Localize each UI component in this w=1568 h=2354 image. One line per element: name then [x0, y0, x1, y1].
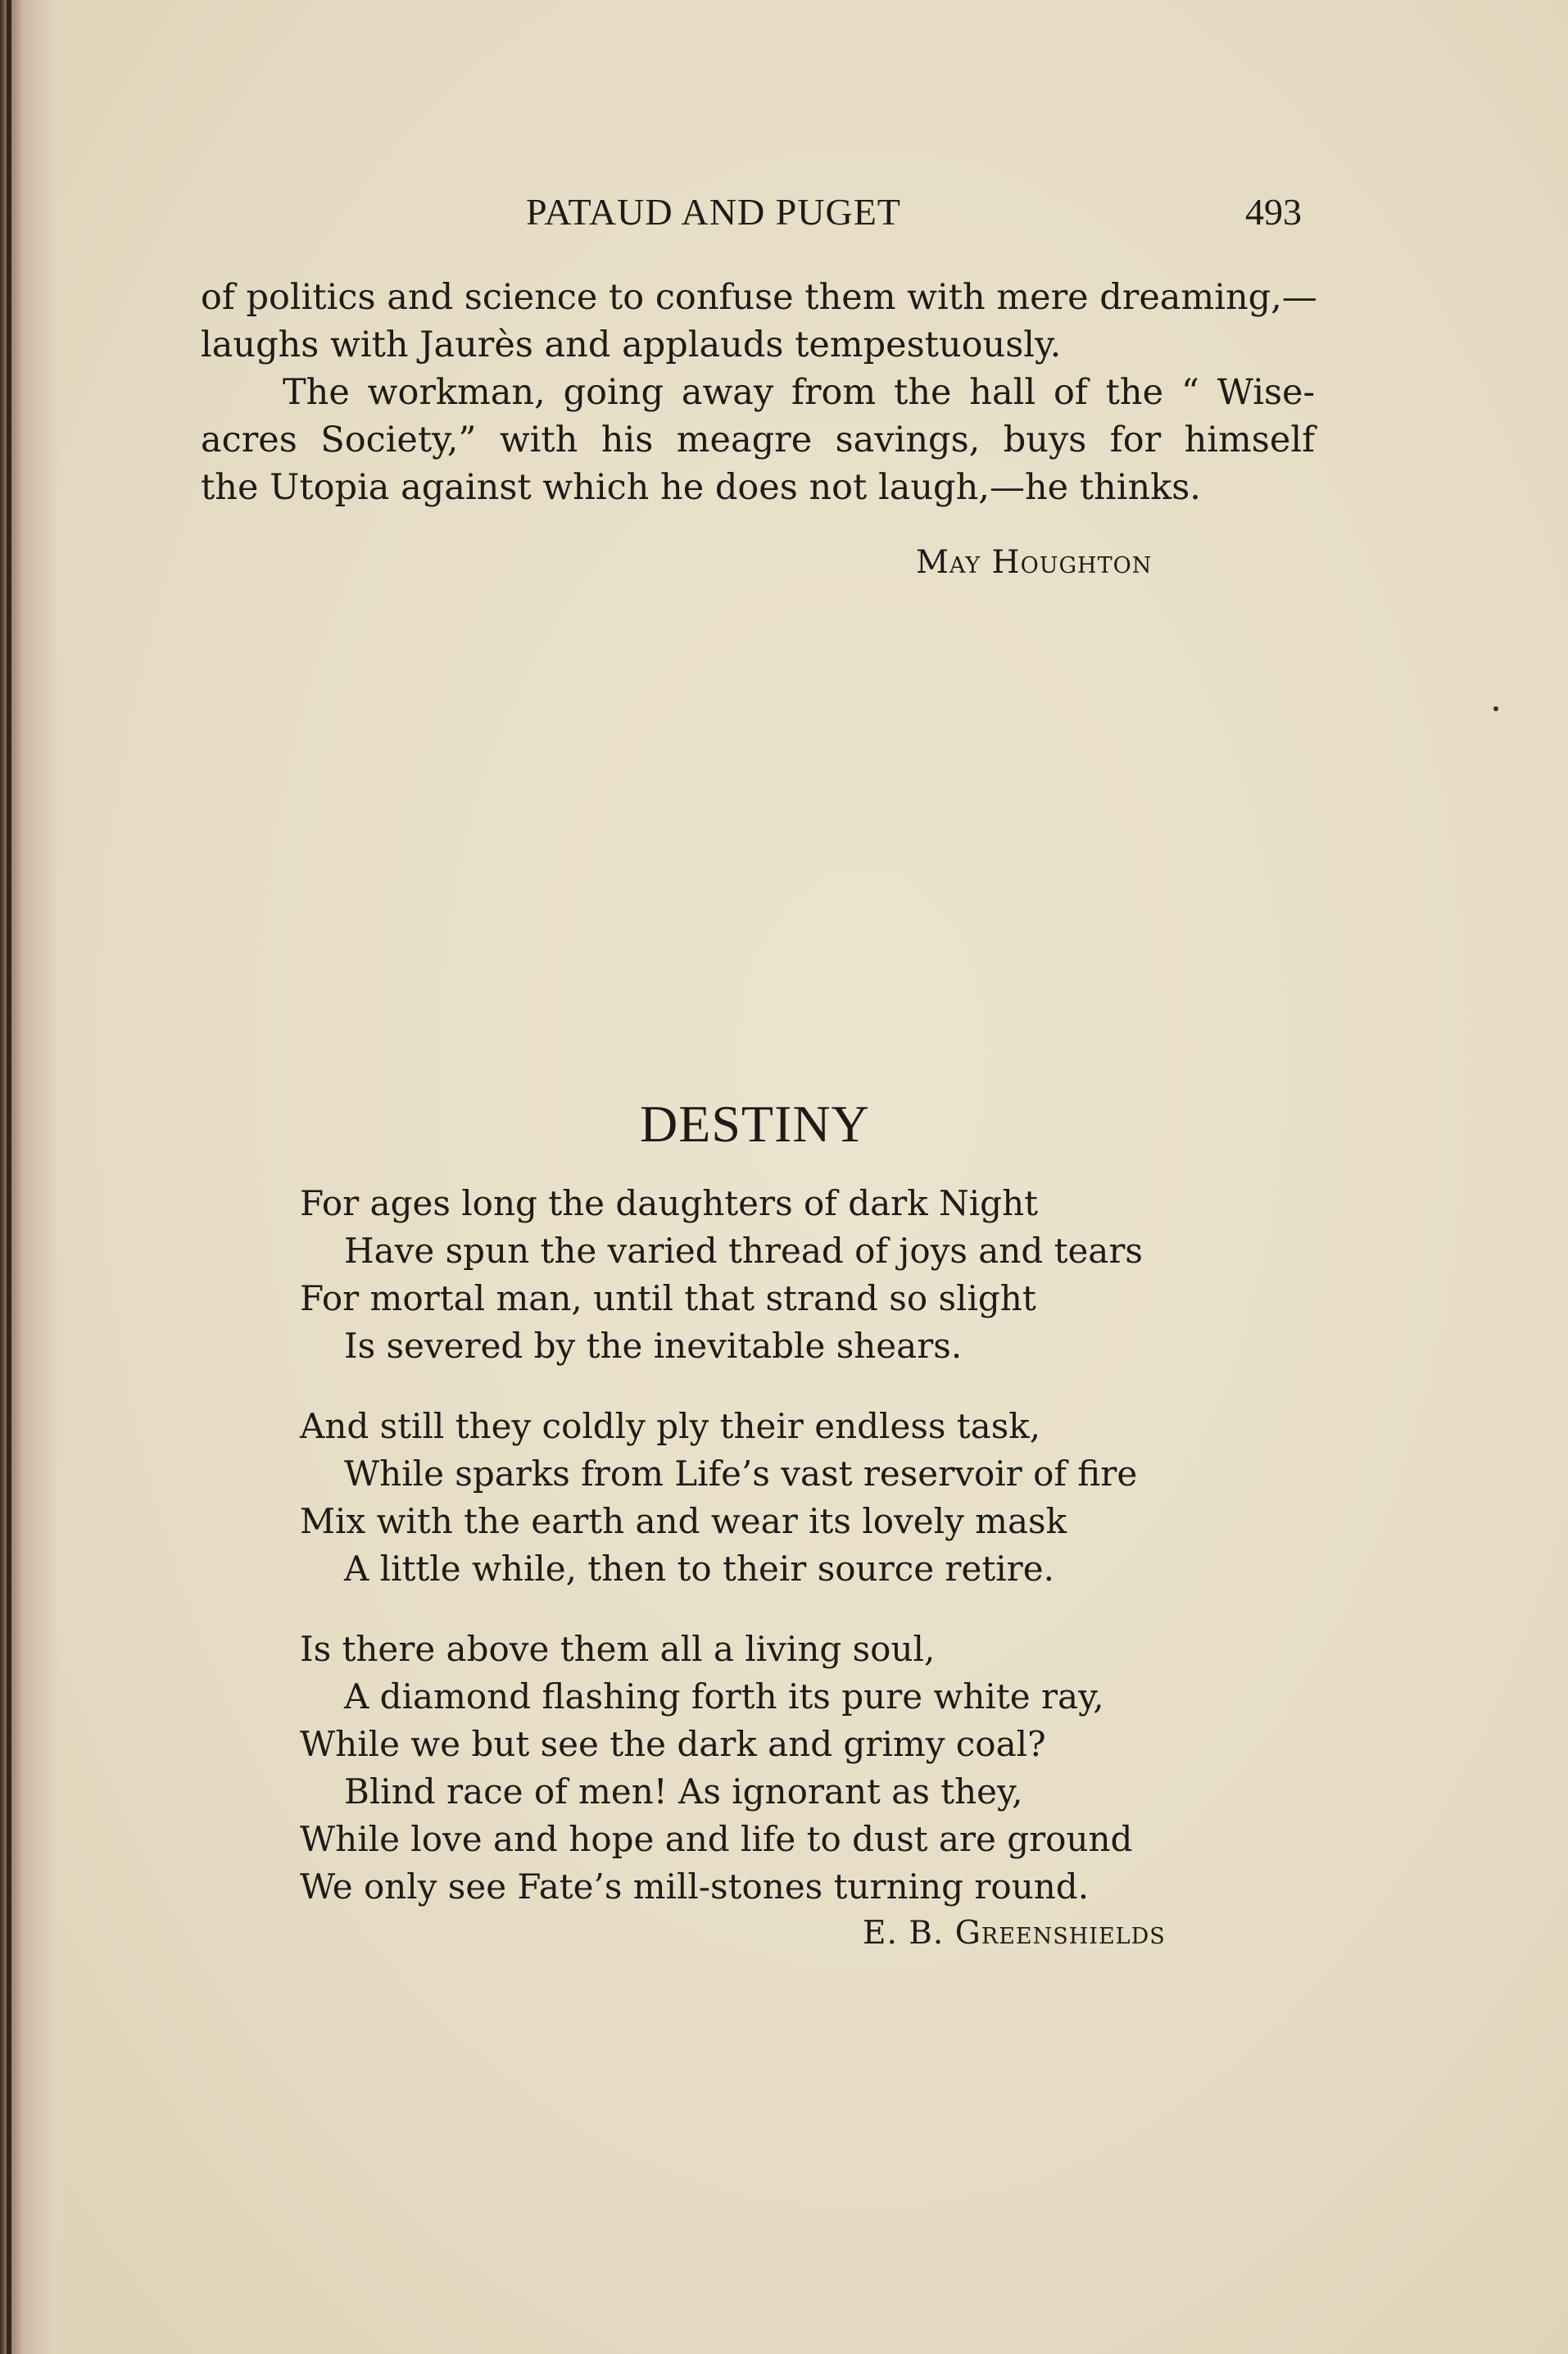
article-text	[201, 274, 1315, 511]
poem-title: DESTINY	[640, 1095, 870, 1153]
poem-line: While love and hope and life to dust are ground	[300, 1819, 1133, 1859]
poem-author: E. B. Greenshields	[863, 1915, 1166, 1952]
poem-line: A diamond flashing forth its pure white ray,	[344, 1676, 1104, 1717]
text-line: of politics and science to confuse them with mere dreaming,—	[201, 277, 1317, 318]
poem-body	[300, 1180, 1143, 1911]
poem-line: For mortal man, until that strand so slight	[300, 1278, 1036, 1318]
poem-line: Blind race of men! As ignorant as they,	[344, 1771, 1023, 1812]
stanza-break	[300, 1370, 1143, 1403]
stanza-break	[300, 1593, 1143, 1626]
poem-line: While we but see the dark and grimy coal?	[300, 1724, 1046, 1764]
poem-line: Is severed by the inevitable shears.	[344, 1326, 963, 1366]
running-head: PATAUD AND PUGET	[526, 191, 901, 233]
binding-edge	[7, 0, 11, 2354]
poem-line: Is there above them all a living soul,	[300, 1629, 936, 1669]
article-author: May Houghton	[916, 544, 1153, 581]
text-line: laughs with Jaurès and applauds tempestuously.	[201, 324, 1062, 365]
poem-line: A little while, then to their source retire.	[344, 1549, 1054, 1589]
poem-line: And still they coldly ply their endless task,	[300, 1406, 1041, 1446]
page-number: 493	[1245, 191, 1302, 233]
poem-line: Mix with the earth and wear its lovely mask	[300, 1501, 1067, 1541]
poem-line: While sparks from Life’s vast reservoir of fire	[344, 1454, 1138, 1494]
poem-line: Have spun the varied thread of joys and tears	[344, 1231, 1143, 1271]
text-line: The workman, going away from the hall of the “ Wise-	[283, 372, 1315, 413]
poem-line: For ages long the daughters of dark Night	[300, 1183, 1038, 1223]
text-line: acres Society,” with his meagre savings, buys for himself	[201, 420, 1315, 460]
text-line: the Utopia against which he does not laugh,—he thinks.	[201, 467, 1201, 508]
poem-line: We only see Fate’s mill-stones turning round.	[300, 1866, 1090, 1907]
paper-speck	[1493, 706, 1498, 711]
